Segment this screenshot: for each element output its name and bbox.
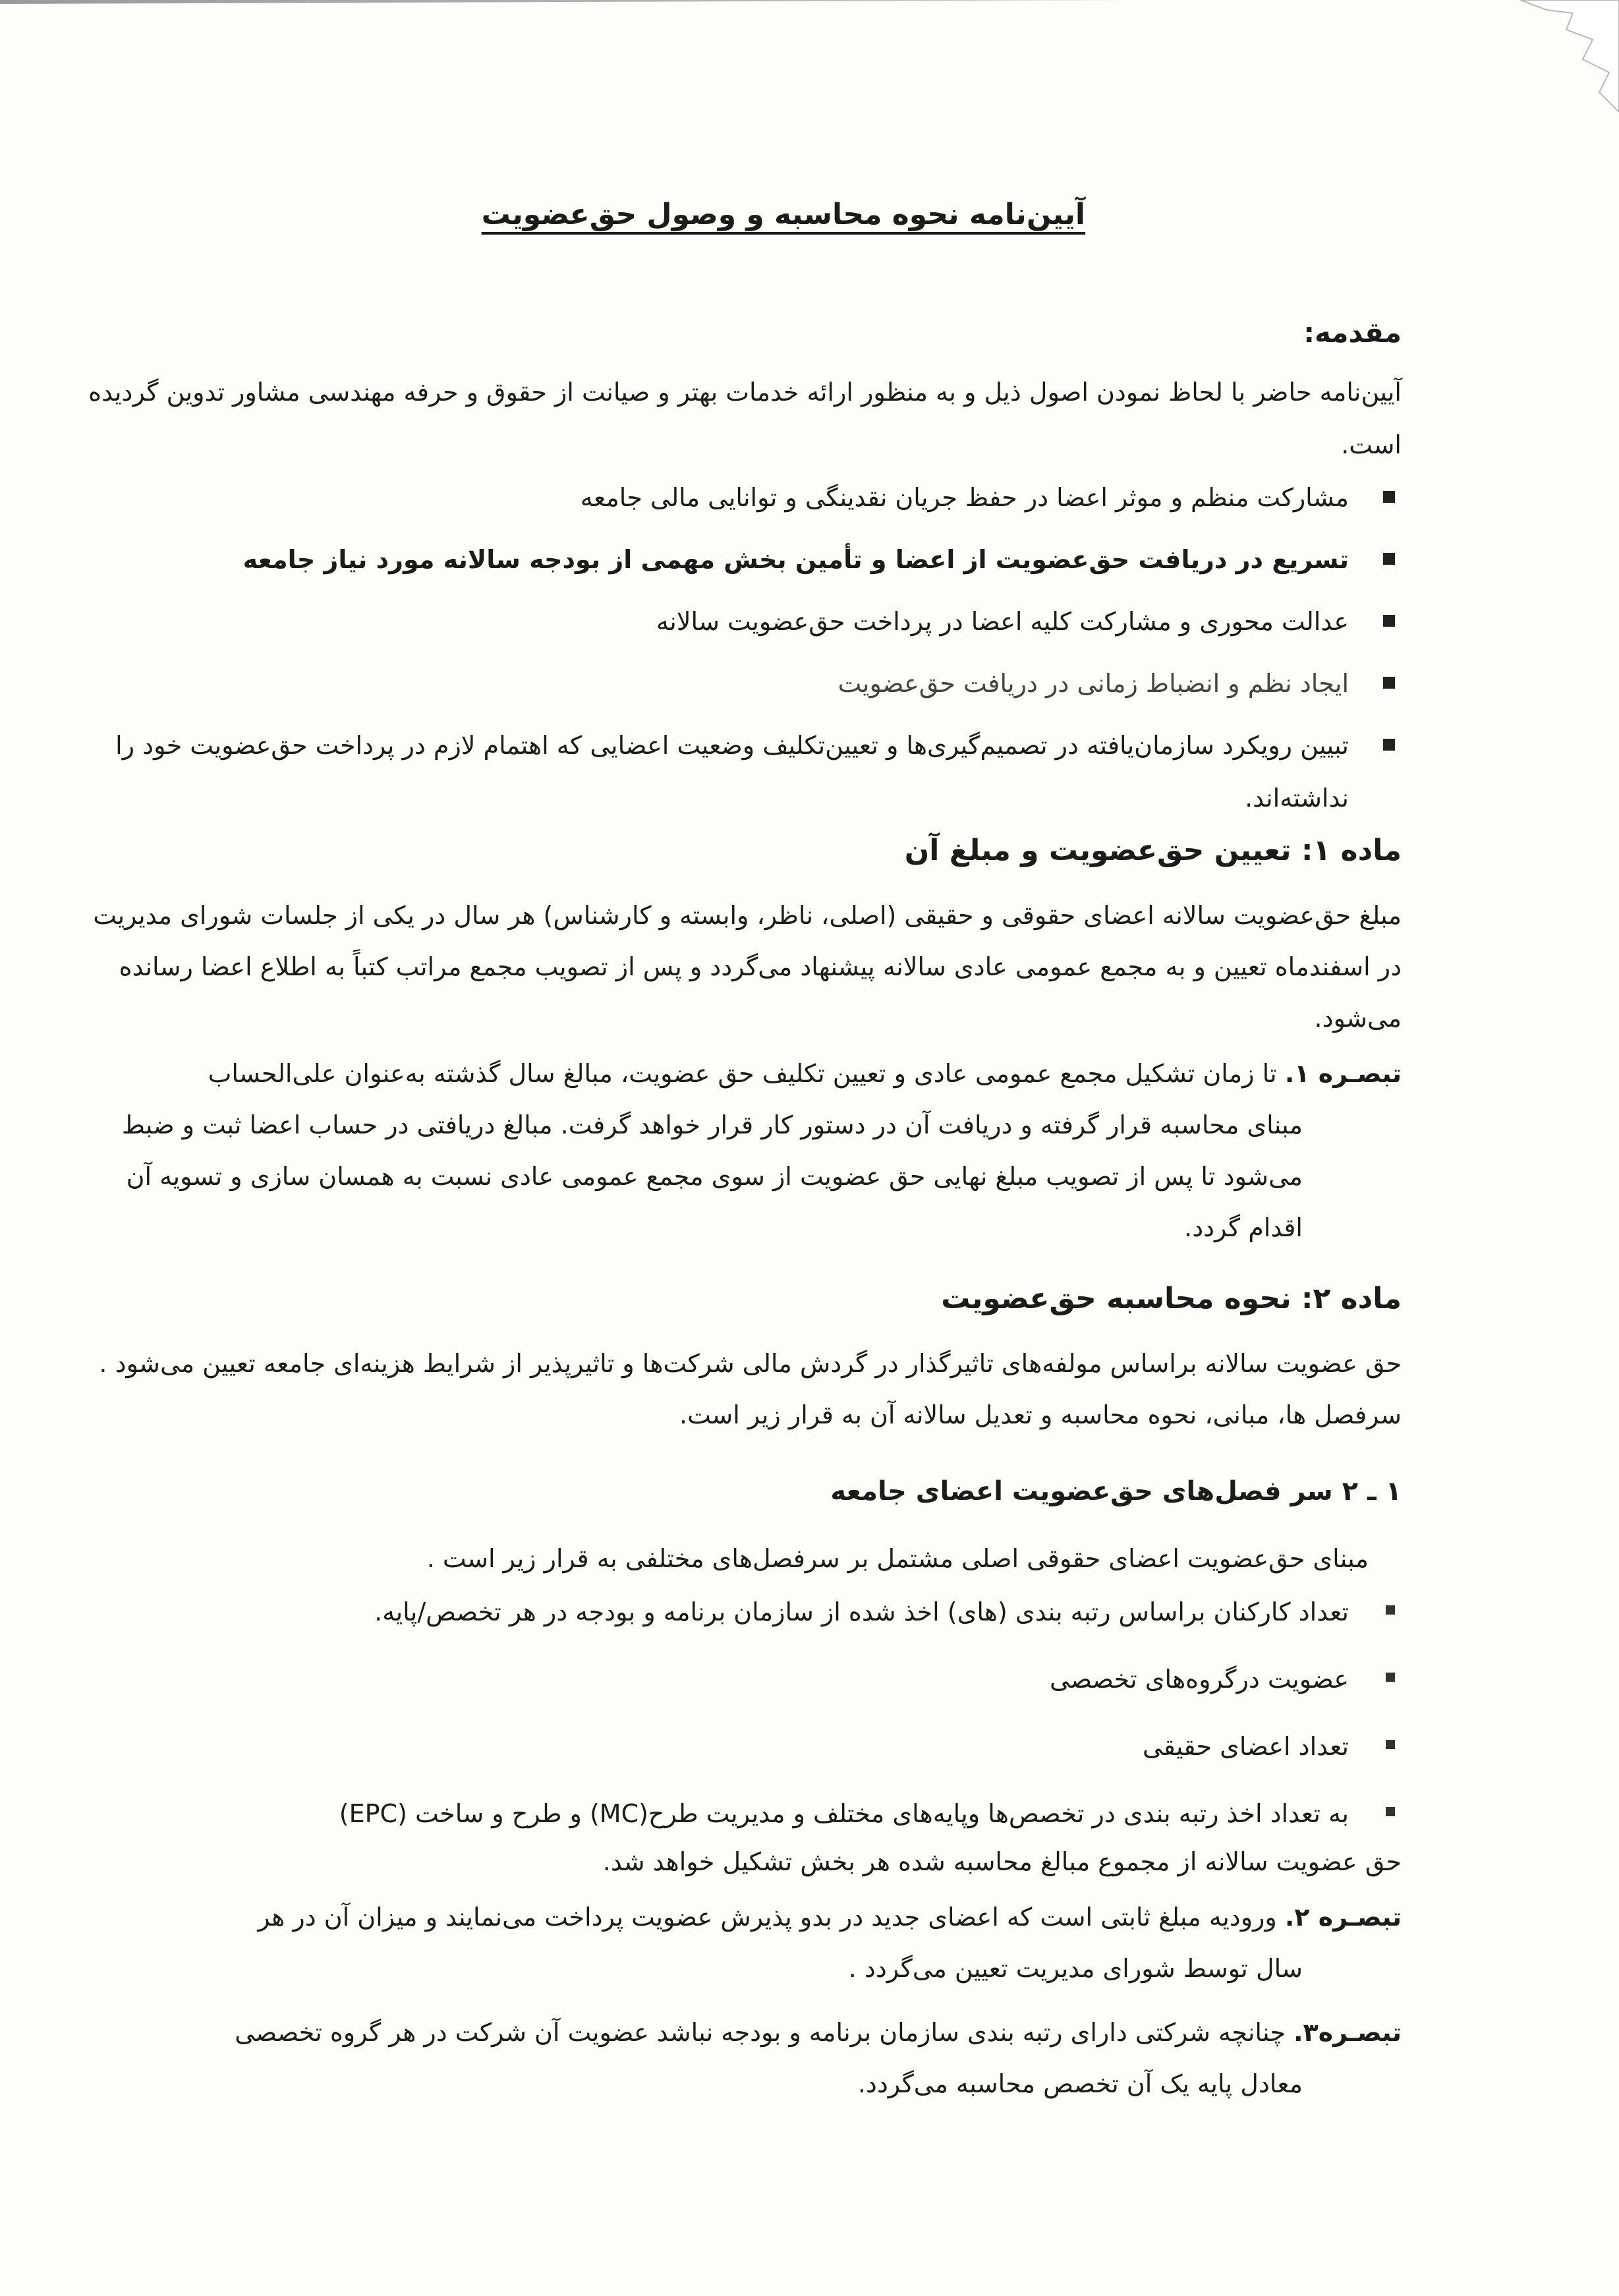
summary-line: حق عضویت سالانه از مجموع مبالغ محاسبه شده هر بخش تشکیل خواهد شد. xyxy=(602,1847,1402,1876)
square-bullet-icon xyxy=(1383,615,1395,627)
square-bullet-icon xyxy=(1383,677,1395,689)
list-item: مشارکت منظم و موثر اعضا در حفظ جریان نقدینگی و توانایی مالی جامعه xyxy=(77,471,1395,524)
note2 xyxy=(77,1891,1402,1994)
note-continuation: سال توسط شورای مدیریت تعیین می‌گردد . xyxy=(848,1954,1303,1983)
note-first-line: چنانچه شرکتی دارای رتبه بندی سازمان برنامه و بودجه نباشد عضویت آن شرکت در هر گروه تخصصی xyxy=(235,2018,1286,2047)
square-bullet-icon xyxy=(1386,1605,1395,1615)
intro-bullet-list xyxy=(77,471,1395,834)
article2-heading: ماده ۲: نحوه محاسبه حق‌عضویت xyxy=(941,1282,1402,1315)
document-title: آیین‌نامه نحوه محاسبه و وصول حق‌عضویت xyxy=(481,198,1085,231)
square-bullet-icon xyxy=(1383,553,1395,565)
square-bullet-icon xyxy=(1383,739,1395,751)
square-bullet-icon xyxy=(1386,1740,1395,1749)
intro-paragraph: آیین‌نامه حاضر با لحاظ نمودن اصول ذیل و به منظور ارائه خدمات بهتر و صیانت از حقوق و حرفه مهندسی مشاور تدوین گردیده است. xyxy=(88,378,1402,459)
list-item: تبیین رویکرد سازمان‌یافته در تصمیم‌گیری‌ها و تعیین‌تکلیف وضعیت اعضایی که اهتمام لازم در پرداخت حق‌عضویت خود را نداشته‌اند. xyxy=(77,719,1395,824)
list-item: به تعداد اخذ رتبه بندی در تخصص‌ها وپایه‌های مختلف و مدیریت طرح(MC) و طرح و ساخت (EPC) xyxy=(143,1783,1395,1844)
note-first-line: ورودیه مبلغ ثابتی است که اعضای جدید در بدو پذیرش عضویت پرداخت می‌نمایند و میزان آن در هر xyxy=(258,1903,1277,1932)
article2-paragraph: حق عضویت سالانه براساس مولفه‌های تاثیرگذار در گردش مالی شرکت‌ها و تاثیرپذیر از شرایط هزینه‌ای جامعه تعیین می‌شود . سرفصل ها، مبانی، نحوه محاسبه و تعدیل سالانه آن به قرار زیر است. xyxy=(99,1349,1402,1429)
note-label: تبصـره ۲. xyxy=(1284,1903,1402,1932)
list-item: عدالت محوری و مشارکت کلیه اعضا در پرداخت حق‌عضویت سالانه xyxy=(77,595,1395,648)
square-bullet-icon xyxy=(1386,1673,1395,1682)
article1-paragraph: مبلغ حق‌عضویت سالانه اعضای حقوقی و حقیقی (اصلی، ناظر، وابسته و کارشناس) هر سال در یکی از جلسات شورای مدیریت در اسفندماه تعیین و به مجمع عمومی عادی سالانه پیشنهاد می‌گردد و پس از تصویب مجمع مراتب کتباً به اطلاع اعضا رسانده می‌شود. xyxy=(93,901,1402,1033)
list-item: تعداد کارکنان براساس رتبه بندی (های) اخذ شده از سازمان برنامه و بودجه در هر تخصص/پایه. xyxy=(143,1582,1395,1642)
torn-corner-decoration xyxy=(1520,0,1619,112)
list-item: تعداد اعضای حقیقی xyxy=(143,1716,1395,1777)
square-bullet-icon xyxy=(1386,1807,1395,1816)
section-heading: ۱ ـ ۲ سر فصل‌های حق‌عضویت اعضای جامعه xyxy=(830,1476,1402,1507)
section-intro: مبنای حق‌عضویت اعضای حقوقی اصلی مشتمل بر سرفصل‌های مختلفی به قرار زیر است . xyxy=(426,1544,1369,1573)
note-label: تبصـره۳. xyxy=(1293,2018,1402,2047)
intro-heading: مقدمه: xyxy=(1303,316,1402,349)
note-continuation: مبنای محاسبه قرار گرفته و دریافت آن در دستور کار قرار خواهد گرفت. مبالغ دریافتی در حساب اعضا ثبت و ضبط می‌شود تا پس از تصویب مبلغ نهایی حق عضویت از سوی مجمع عمومی عادی نسبت به همسان سازی و تسویه آن اقدام گردد. xyxy=(121,1110,1303,1242)
list-item: ایجاد نظم و انضباط زمانی در دریافت حق‌عضویت xyxy=(77,657,1395,710)
list-item: تسریع در دریافت حق‌عضویت از اعضا و تأمین بخش مهمی از بودجه سالانه مورد نیاز جامعه xyxy=(77,533,1395,586)
note-label: تبصـره ۱. xyxy=(1284,1059,1402,1088)
square-bullet-icon xyxy=(1383,491,1395,503)
note-first-line: تا زمان تشکیل مجمع عمومی عادی و تعیین تکلیف حق عضویت، مبالغ سال گذشته به‌عنوان علی‌الحساب xyxy=(208,1059,1277,1088)
note-continuation: معادل پایه یک آن تخصص محاسبه می‌گردد. xyxy=(857,2069,1303,2098)
article1-heading: ماده ۱: تعیین حق‌عضویت و مبلغ آن xyxy=(904,834,1402,867)
scan-edge-line xyxy=(0,0,1450,4)
section-bullet-list xyxy=(143,1582,1395,1851)
note3 xyxy=(77,2007,1402,2109)
list-item: عضویت درگروه‌های تخصصی xyxy=(143,1649,1395,1709)
article1-note xyxy=(77,1048,1402,1253)
